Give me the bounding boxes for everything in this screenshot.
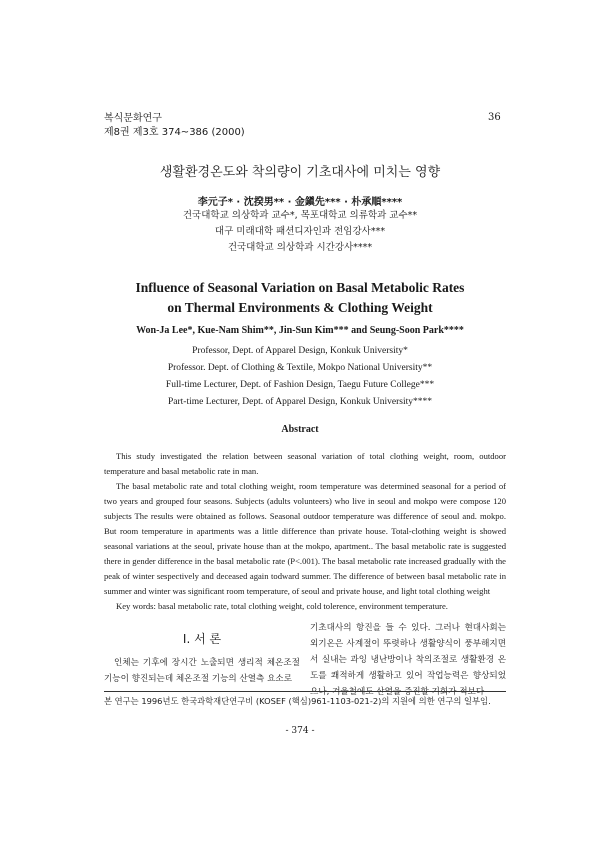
body-text-left: 인체는 기후에 장시간 노출되면 생리적 체온조절 기능이 향진되는데 체온조절 기능의 산열측 요소로: [104, 658, 300, 684]
korean-affiliation-line: 건국대학교 의상학과 시간강사****: [227, 242, 373, 253]
keywords: Key words: basal metabolic rate, total clothing weight, cold tolerence, environment temperature.: [116, 601, 448, 611]
korean-authors: 李元子* · 沈揆男** · 金鎭先*** · 朴承順****: [197, 197, 403, 208]
english-title-line: on Thermal Environments & Clothing Weight: [167, 300, 433, 315]
korean-affiliation-line: 건국대학교 의상학과 교수*, 목포대학교 의류학과 교수**: [182, 210, 418, 221]
page-footer-number: - 374 -: [285, 726, 315, 736]
english-affiliation-line: Full-time Lecturer, Dept. of Fashion Design, Taegu Future College***: [165, 380, 435, 390]
english-affiliation-line: Professor, Dept. of Apparel Design, Konkuk University*: [192, 346, 408, 356]
abstract-paragraph: The basal metabolic rate and total clothing weight, room temperature was determined seasonal for a period of two years and grouped four seasons. Subjects (adults volunteers) who live in seoul and mokpo were compose 120 subjects The results were obtained as follows. Seasonal outdoor temperature was difference of seoul and. mokpo. But room temperature in apartments was a little difference than private house. Total-clothing weight is showed seasonal variations at the seoul, private house than at the mokpo, apartment.. The basal metabolic rate is suggested there in gender difference in the basal metabolic rate (P<.001). The basal metabolic rate increased gradually with the peak of winter sespectively and deceased again todward summer. The difference of between basal metabolic rate in summer and winter was significant room temperature, of seoul and private house, and light total clothing weight: [104, 481, 506, 596]
abstract-paragraph: This study investigated the relation between seasonal variation of total clothing weight, room, outdoor temperature and basal metabolic rate in man.: [104, 451, 506, 476]
english-affiliation-line: Professor. Dept. of Clothing & Textile, Mokpo National University**: [167, 363, 433, 373]
korean-title: 생활환경온도와 착의량이 기초대사에 미치는 영향: [159, 165, 441, 180]
journal-issue: 제8권 제3호 374~386 (2000): [104, 127, 245, 138]
journal-header: [104, 112, 245, 140]
footnote-divider: [104, 691, 506, 692]
abstract-heading: Abstract: [281, 424, 319, 435]
right-column: [310, 620, 506, 700]
english-title: [0, 278, 600, 318]
korean-affiliation-line: 대구 미래대학 패션디자인과 전임강사***: [214, 226, 386, 237]
english-affiliation-line: Part-time Lecturer, Dept. of Apparel Design, Konkuk University****: [168, 397, 432, 407]
english-title-line: Influence of Seasonal Variation on Basal Metabolic Rates: [135, 280, 465, 295]
left-column: [104, 620, 300, 687]
english-authors: Won-Ja Lee*, Kue-Nam Shim**, Jin-Sun Kim*** and Seung-Soon Park****: [136, 325, 464, 336]
body-text-right: 기초대사의 항진을 들 수 있다. 그러나 현대사회는 외기온은 사계절이 뚜렷하나 생활양식이 풍부해지면서 실내는 과잉 냉난방이나 착의조절로 생활환경 온도를 쾌적하게 생활하고 있어 작업능력은 향상되었으나, 겨울철에도 산열을 증진할 기회가 적보다: [310, 623, 506, 697]
section-heading: Ⅰ. 서 론: [182, 632, 222, 646]
funding-footnote: 본 연구는 1996년도 한국과학재단연구비 (KOSEF (핵심)961-1103-021-2)의 지원에 의한 연구의 일부임.: [104, 696, 491, 706]
abstract-body: [104, 449, 506, 614]
korean-affiliations: [0, 208, 600, 256]
header-page-number: 36: [488, 112, 501, 123]
journal-name: 복식문화연구: [104, 113, 162, 124]
english-affiliations: [0, 343, 600, 411]
